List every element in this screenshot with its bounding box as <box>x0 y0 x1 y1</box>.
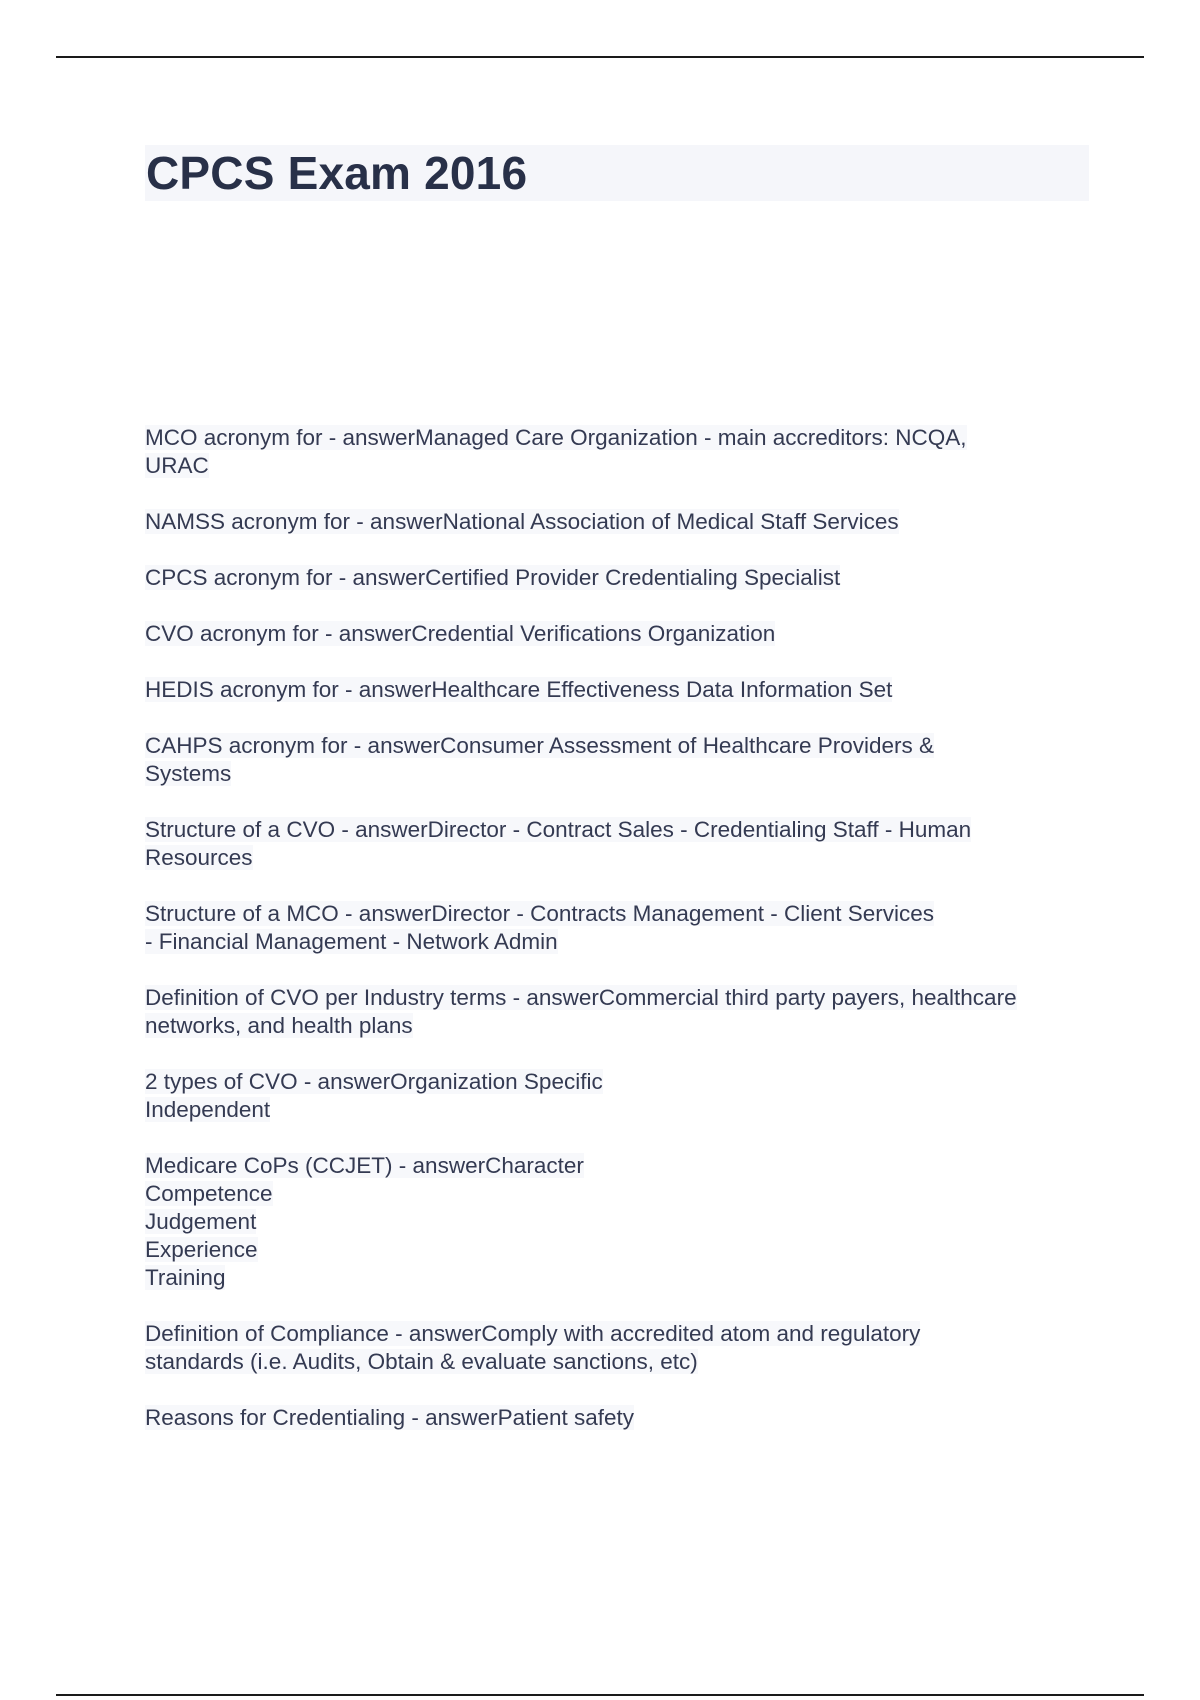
qa-line <box>145 1096 1095 1124</box>
qa-item <box>145 1404 1095 1432</box>
qa-line-text: Definition of Compliance - answerComply with accredited atom and regulatory <box>145 1321 921 1346</box>
qa-item <box>145 564 1095 592</box>
qa-line <box>145 1264 1095 1292</box>
qa-line-text: Structure of a CVO - answerDirector - Contract Sales - Credentialing Staff - Human <box>145 817 972 842</box>
qa-line-text: networks, and health plans <box>145 1013 413 1038</box>
qa-line-text: - Financial Management - Network Admin <box>145 929 558 954</box>
qa-line-text: Structure of a MCO - answerDirector - Contracts Management - Client Services <box>145 901 935 926</box>
qa-line <box>145 452 1095 480</box>
top-rule <box>56 56 1144 58</box>
qa-line <box>145 1180 1095 1208</box>
qa-line <box>145 1152 1095 1180</box>
qa-line-text: URAC <box>145 453 209 478</box>
qa-item <box>145 620 1095 648</box>
qa-line-text: 2 types of CVO - answerOrganization Specific <box>145 1069 603 1094</box>
qa-line <box>145 1208 1095 1236</box>
qa-line-text: MCO acronym for - answerManaged Care Organization - main accreditors: NCQA, <box>145 425 967 450</box>
qa-line <box>145 620 1095 648</box>
qa-line-text: Reasons for Credentialing - answerPatient safety <box>145 1405 635 1430</box>
qa-line-text: CPCS acronym for - answerCertified Provider Credentialing Specialist <box>145 565 841 590</box>
qa-line <box>145 928 1095 956</box>
qa-item <box>145 1320 1095 1376</box>
qa-item <box>145 424 1095 480</box>
qa-line <box>145 1068 1095 1096</box>
qa-item <box>145 900 1095 956</box>
qa-line-text: CVO acronym for - answerCredential Verifications Organization <box>145 621 776 646</box>
qa-line <box>145 984 1095 1012</box>
qa-item <box>145 1068 1095 1124</box>
qa-line-text: Training <box>145 1265 226 1290</box>
qa-line-text: Systems <box>145 761 232 786</box>
qa-line <box>145 1348 1095 1376</box>
qa-line <box>145 1404 1095 1432</box>
qa-item <box>145 1152 1095 1292</box>
qa-line <box>145 760 1095 788</box>
qa-line <box>145 676 1095 704</box>
qa-line-text: Independent <box>145 1097 271 1122</box>
qa-line-text: CAHPS acronym for - answerConsumer Assessment of Healthcare Providers & <box>145 733 935 758</box>
qa-line-text: standards (i.e. Audits, Obtain & evaluate sanctions, etc) <box>145 1349 698 1374</box>
qa-line <box>145 900 1095 928</box>
qa-line <box>145 732 1095 760</box>
document-title: CPCS Exam 2016 <box>146 147 528 199</box>
bottom-rule <box>56 1694 1144 1696</box>
qa-line-text: NAMSS acronym for - answerNational Association of Medical Staff Services <box>145 509 899 534</box>
qa-line <box>145 1320 1095 1348</box>
qa-line-text: Experience <box>145 1237 258 1262</box>
qa-line <box>145 816 1095 844</box>
qa-line-text: HEDIS acronym for - answerHealthcare Effectiveness Data Information Set <box>145 677 893 702</box>
qa-item <box>145 732 1095 788</box>
qa-line-text: Definition of CVO per Industry terms - answerCommercial third party payers, healthcare <box>145 985 1017 1010</box>
qa-item <box>145 508 1095 536</box>
qa-line <box>145 424 1095 452</box>
qa-line <box>145 1012 1095 1040</box>
qa-line <box>145 1236 1095 1264</box>
qa-line <box>145 564 1095 592</box>
qa-line-text: Competence <box>145 1181 273 1206</box>
qa-line-text: Medicare CoPs (CCJET) - answerCharacter <box>145 1153 584 1178</box>
qa-line-text: Judgement <box>145 1209 257 1234</box>
qa-item <box>145 984 1095 1040</box>
qa-line <box>145 508 1095 536</box>
qa-line-text: Resources <box>145 845 253 870</box>
qa-line <box>145 844 1095 872</box>
qa-item <box>145 676 1095 704</box>
qa-list <box>145 424 1095 1460</box>
qa-item <box>145 816 1095 872</box>
